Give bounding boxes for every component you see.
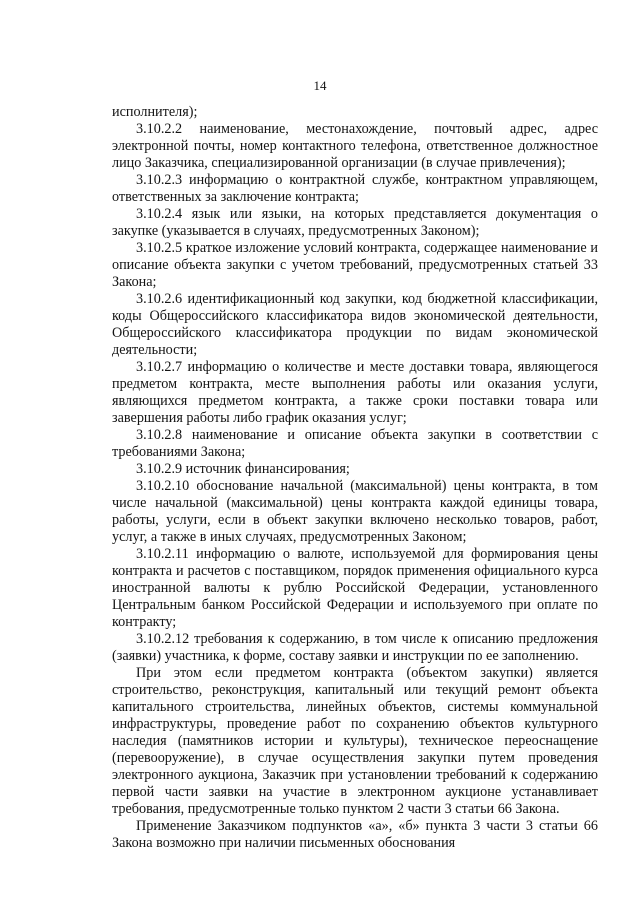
paragraph-3-10-2-10: 3.10.2.10 обоснование начальной (максимальной) цены контракта, в том числе начальной (максимальной) цены контракта каждой единицы товара, работы, услуги, если в объект закупки включено несколько товаров, работ, услуг, а также в иных случаях, предусмотренных Законом;	[112, 478, 598, 545]
paragraph-continuation: исполнителя);	[112, 104, 198, 120]
paragraph-3-10-2-5: 3.10.2.5 краткое изложение условий контракта, содержащее наименование и описание объекта закупки с учетом требований, предусмотренных статьей 33 Закона;	[112, 240, 598, 290]
page-number: 14	[313, 78, 327, 93]
paragraph-3-10-2-8: 3.10.2.8 наименование и описание объекта закупки в соответствии с требованиями Закона;	[112, 427, 598, 460]
paragraph-3-10-2-12: 3.10.2.12 требования к содержанию, в том числе к описанию предложения (заявки) участника, к форме, составу заявки и инструкции по ее заполнению.	[112, 631, 598, 664]
paragraph-3-10-2-2: 3.10.2.2 наименование, местонахождение, почтовый адрес, адрес электронной почты, номер контактного телефона, ответственное должностное лицо Заказчика, специализированной организации (в случае привлечения);	[112, 121, 598, 171]
paragraph-3-10-2-11: 3.10.2.11 информацию о валюте, используемой для формирования цены контракта и расчетов с поставщиком, порядок применения официального курса иностранной валюты к рублю Российской Федерации, установленного Центральным банком Российской Федерации и используемого при оплате по контракту;	[112, 546, 598, 630]
document-body	[112, 104, 598, 852]
paragraph-3-10-2-9: 3.10.2.9 источник финансирования;	[136, 461, 350, 477]
paragraph-construction-note: При этом если предметом контракта (объектом закупки) является строительство, реконструкция, капитальный или текущий ремонт объекта капитального строительства, линейных объектов, системы коммунальной инфраструктуры, проведение работ по сохранению объектов культурного наследия (памятников истории и культуры), техническое переоснащение (перевооружение), в случае осуществления закупки путем проведения электронного аукциона, Заказчик при установлении требований к содержанию первой части заявки на участие в электронном аукционе устанавливает требования, предусмотренные только пунктом 2 части 3 статьи 66 Закона.	[112, 665, 598, 817]
paragraph-3-10-2-4: 3.10.2.4 язык или языки, на которых представляется документация о закупке (указывается в случаях, предусмотренных Законом);	[112, 206, 598, 239]
paragraph-3-10-2-7: 3.10.2.7 информацию о количестве и месте доставки товара, являющегося предметом контракта, месте выполнения работы или оказания услуги, являющихся предметом контракта, а также сроки поставки товара или завершения работы либо график оказания услуг;	[112, 359, 598, 426]
paragraph-subpoints-application: Применение Заказчиком подпунктов «а», «б» пункта 3 части 3 статьи 66 Закона возможно при наличии письменных обоснования	[112, 818, 598, 851]
paragraph-3-10-2-6: 3.10.2.6 идентификационный код закупки, код бюджетной классификации, коды Общероссийского классификатора видов экономической деятельности, Общероссийского классификатора продукции по видам экономической деятельности;	[112, 291, 598, 358]
paragraph-3-10-2-3: 3.10.2.3 информацию о контрактной службе, контрактном управляющем, ответственных за заключение контракта;	[112, 172, 598, 205]
